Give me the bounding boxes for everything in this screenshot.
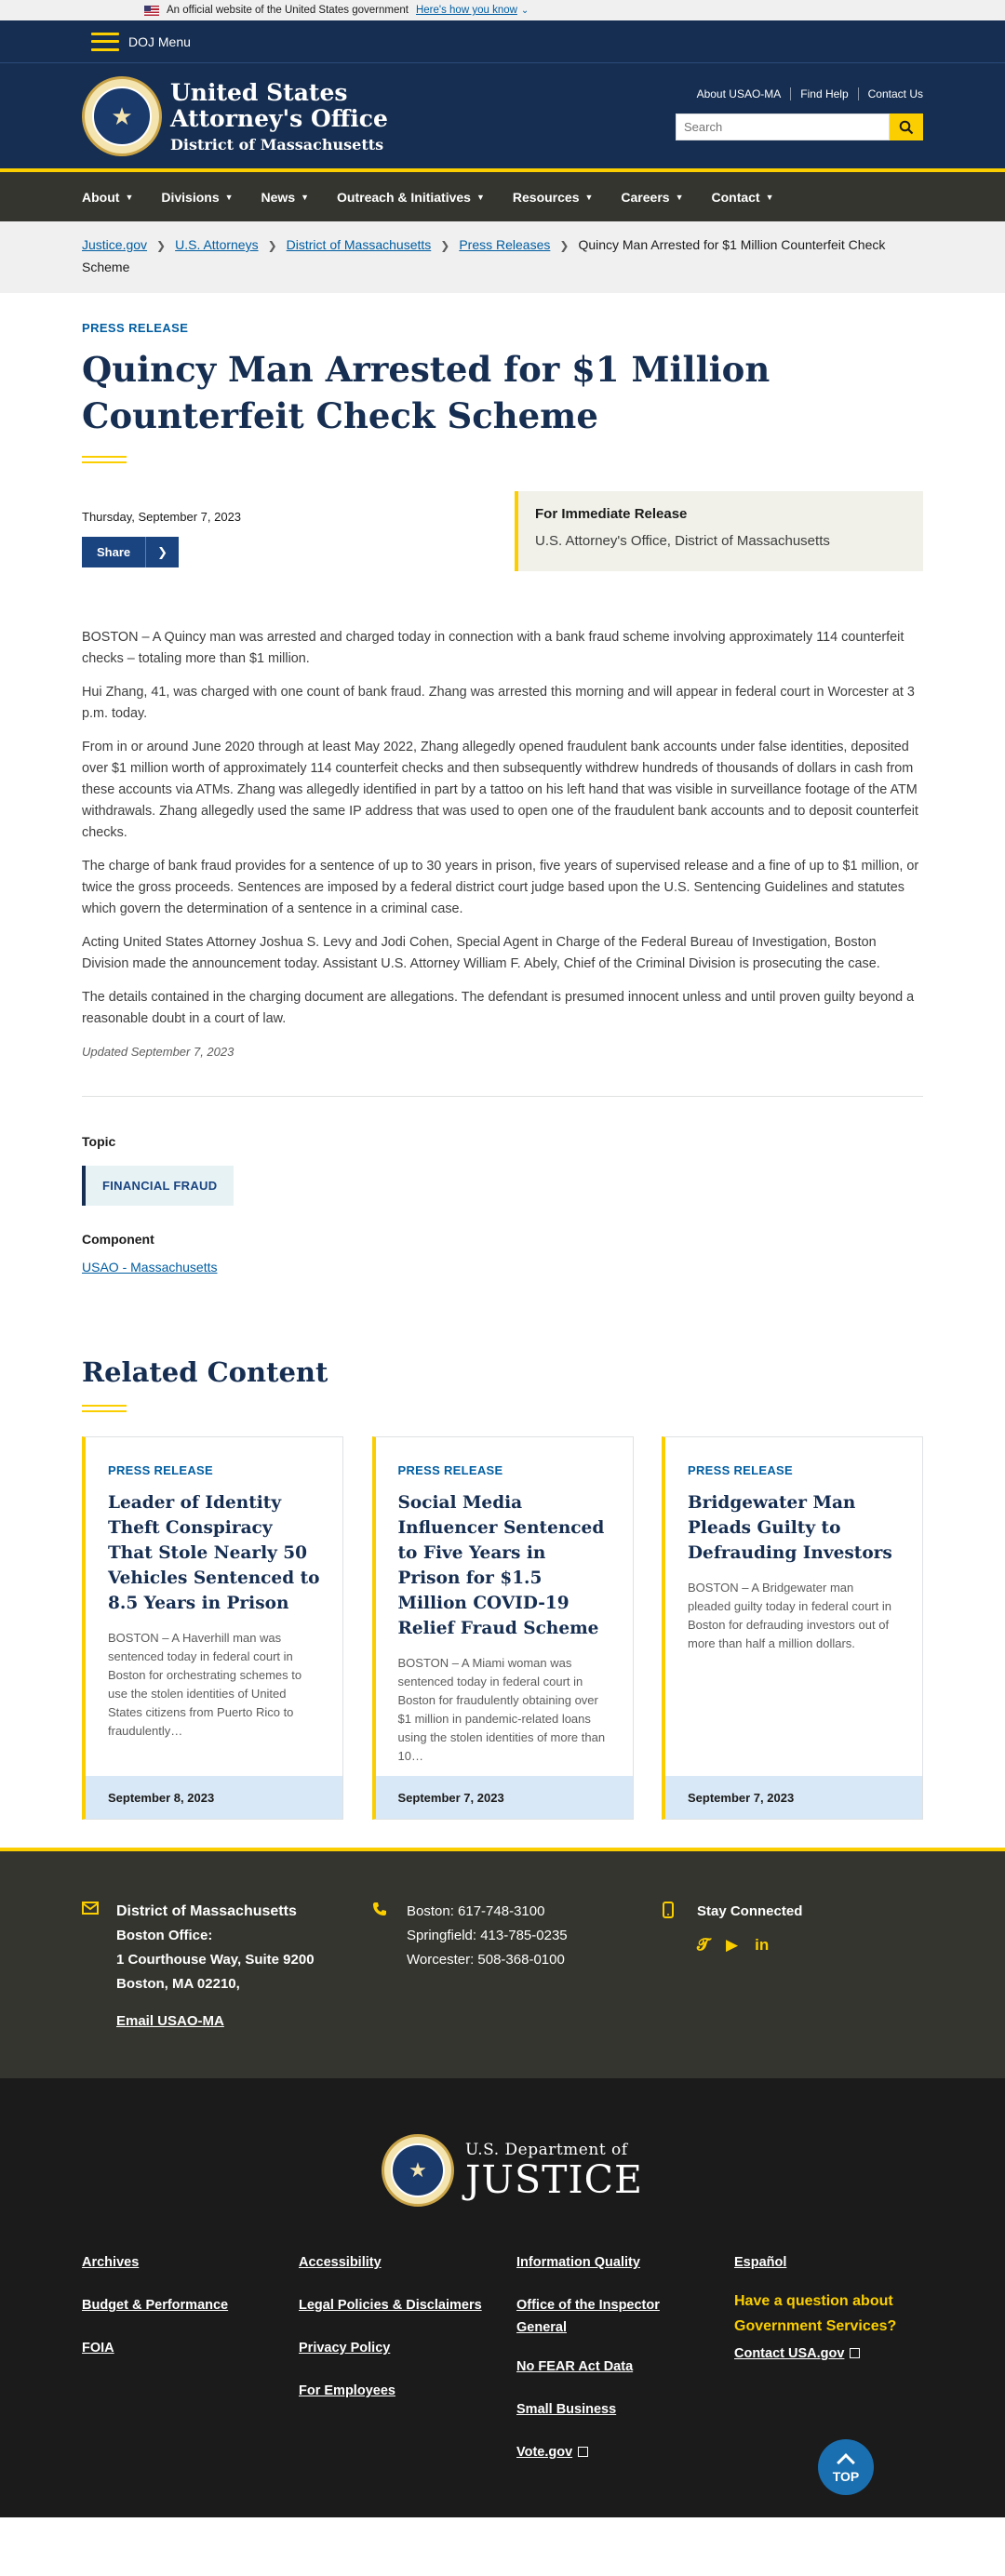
search-box xyxy=(676,113,923,140)
chevron-right-icon: ❯ xyxy=(145,537,179,567)
district-name: District of Massachusetts xyxy=(116,1903,297,1919)
body-paragraph: Hui Zhang, 41, was charged with one count of bank fraud. Zhang was arrested this morning and will appear in federal court in Worcester at 3 p.m. today. xyxy=(82,685,915,721)
release-info-box xyxy=(515,491,923,571)
doj-dept-line: U.S. Department of xyxy=(465,2141,628,2159)
main-nav xyxy=(0,172,1005,221)
chevron-down-icon: ▼ xyxy=(224,192,234,202)
footer-col-2 xyxy=(299,2251,513,2423)
usao-seal-logo[interactable]: ★ xyxy=(82,76,162,156)
social-block xyxy=(663,1900,923,1957)
article xyxy=(0,321,1005,1820)
press-release-eyebrow: PRESS RELEASE xyxy=(82,321,189,335)
footer-link-foia[interactable]: FOIA xyxy=(82,2341,114,2356)
card-summary: BOSTON – A Bridgewater man pleaded guilty today in federal court in Boston for defrauding investors out of more than half a million dollars. xyxy=(688,1581,891,1650)
topic-label: Topic xyxy=(82,1134,116,1149)
site-header xyxy=(0,62,1005,172)
phone-worcester[interactable]: Worcester: 508-368-0100 xyxy=(407,1952,565,1968)
related-card[interactable] xyxy=(372,1436,634,1820)
doj-seal: ★ xyxy=(382,2134,454,2207)
find-help-link[interactable]: Find Help xyxy=(790,87,857,100)
address-line1: 1 Courthouse Way, Suite 9200 xyxy=(116,1952,315,1968)
share-button[interactable] xyxy=(82,537,179,567)
breadcrumb-current: Quincy Man Arrested for $1 Million Counterfeit Check Scheme xyxy=(82,237,886,274)
footer-col-3 xyxy=(516,2251,703,2484)
nav-outreach[interactable]: Outreach & Initiatives ▼ xyxy=(337,189,485,205)
updated-date: Updated September 7, 2023 xyxy=(82,1045,234,1059)
page-title: Quincy Man Arrested for $1 Million Counterfeit Check Scheme xyxy=(82,349,770,436)
body-paragraph: BOSTON – A Quincy man was arrested and charged today in connection with a bank fraud scheme involving approximately 114 counterfeit checks – totaling more than $1 million. xyxy=(82,630,904,666)
office-title-line3: District of Massachusetts xyxy=(170,136,384,153)
us-flag-icon xyxy=(144,6,159,16)
related-content-heading: Related Content xyxy=(82,1356,328,1388)
related-card[interactable] xyxy=(662,1436,923,1820)
component-link[interactable]: USAO - Massachusetts xyxy=(82,1260,218,1275)
chevron-right-icon: ❯ xyxy=(440,239,450,252)
card-date: September 7, 2023 xyxy=(376,1776,633,1819)
doj-logo[interactable] xyxy=(382,2134,643,2207)
hamburger-icon[interactable] xyxy=(91,33,119,51)
nav-news[interactable]: News ▼ xyxy=(261,189,310,205)
gov-banner-text: An official website of the United States government xyxy=(167,5,409,16)
utility-links xyxy=(688,87,923,100)
breadcrumb-us-attorneys[interactable]: U.S. Attorneys xyxy=(175,237,259,252)
doj-justice-wordmark: JUSTICE xyxy=(465,2157,643,2202)
breadcrumb xyxy=(0,221,1005,293)
linkedin-icon[interactable]: in xyxy=(755,1936,770,1954)
chevron-down-icon: ▼ xyxy=(125,192,134,202)
doj-menu-bar xyxy=(0,20,1005,62)
nav-resources[interactable]: Resources ▼ xyxy=(512,189,594,205)
youtube-icon[interactable]: ▶ xyxy=(726,1936,739,1954)
address-block xyxy=(82,1900,361,2034)
nav-about[interactable]: About ▼ xyxy=(82,189,134,205)
meta-row xyxy=(82,491,923,571)
card-date: September 7, 2023 xyxy=(665,1776,922,1819)
breadcrumb-justice[interactable]: Justice.gov xyxy=(82,237,148,252)
gov-banner xyxy=(0,0,1005,20)
office-title-line1: United States xyxy=(170,79,348,106)
external-link-icon xyxy=(850,2348,860,2358)
share-label: Share xyxy=(97,545,131,559)
twitter-icon[interactable]: 𝓣 xyxy=(697,1936,710,1954)
chevron-right-icon: ❯ xyxy=(267,239,277,252)
card-eyebrow: PRESS RELEASE xyxy=(688,1463,793,1477)
chevron-down-icon: ▼ xyxy=(301,192,310,202)
phone-icon xyxy=(372,1902,387,1916)
search-button[interactable] xyxy=(890,113,923,140)
breadcrumb-press-releases[interactable]: Press Releases xyxy=(459,237,551,252)
gold-divider xyxy=(82,1405,127,1412)
search-input[interactable] xyxy=(676,113,890,140)
card-summary: BOSTON – A Haverhill man was sentenced today in federal court in Boston for orchestrating schemes to use the stolen identities of United States citizens from Puerto Rico to fraudulently… xyxy=(108,1631,302,1738)
footer-link-employees[interactable]: For Employees xyxy=(299,2383,395,2398)
related-card[interactable] xyxy=(82,1436,343,1820)
footer-col-4 xyxy=(734,2251,930,2385)
nav-careers[interactable]: Careers ▼ xyxy=(621,189,684,205)
release-office: U.S. Attorney's Office, District of Massachusetts xyxy=(535,533,830,549)
card-title[interactable]: Leader of Identity Theft Conspiracy That Stole Nearly 50 Vehicles Sentenced to 8.5 Years in Prison xyxy=(108,1493,320,1613)
footer-link-small-business[interactable]: Small Business xyxy=(516,2402,617,2417)
nav-contact[interactable]: Contact ▼ xyxy=(711,189,774,205)
article-body xyxy=(82,627,923,1030)
chevron-down-icon[interactable]: ⌄ xyxy=(520,5,529,16)
stay-connected: Stay Connected xyxy=(697,1903,803,1919)
body-paragraph: From in or around June 2020 through at least May 2022, Zhang allegedly opened fraudulent bank accounts under false identities, deposited over $1 million worth of approximately 114 counterfeit checks and then subsequently withdrew hundreds of thousands of dollars in cash from these accounts via ATMs. Zhang was allegedly identified in part by a tattoo on his left hand that was visible in surveillance footage of the ATM withdrawals. Zhang allegedly used the same IP address that was used to open one of the fraudulent bank accounts and to deposit counterfeit checks. xyxy=(82,740,918,840)
office-title-line2: Attorney's Office xyxy=(170,105,388,132)
phone-block xyxy=(372,1900,651,1972)
release-title: For Immediate Release xyxy=(535,506,688,522)
mobile-icon xyxy=(663,1902,674,1918)
chevron-down-icon: ▼ xyxy=(675,192,684,202)
footer-link-legal[interactable]: Legal Policies & Disclaimers xyxy=(299,2298,482,2313)
doj-menu-button[interactable]: DOJ Menu xyxy=(128,33,191,49)
external-link-icon xyxy=(578,2447,588,2457)
chevron-down-icon: ▼ xyxy=(584,192,594,202)
card-summary: BOSTON – A Miami woman was sentenced today in federal court in Boston for fraudulently obtaining over $1 million in pandemic-related loans using the stolen identities of more than 10… xyxy=(397,1656,606,1763)
divider xyxy=(82,1096,923,1097)
footer-link-no-fear[interactable]: No FEAR Act Data xyxy=(516,2359,634,2374)
footer-col-1 xyxy=(82,2251,296,2380)
chevron-right-icon: ❯ xyxy=(559,239,570,252)
office-label: Boston Office: xyxy=(116,1928,213,1943)
gov-services-question: Have a question about Government Services? xyxy=(734,2293,897,2334)
office-name[interactable] xyxy=(170,80,388,156)
card-date: September 8, 2023 xyxy=(86,1776,342,1819)
doj-footer xyxy=(0,2078,1005,2517)
component-label: Component xyxy=(82,1232,154,1247)
footer-link-inspector-general[interactable]: Office of the Inspector General xyxy=(516,2298,660,2335)
footer-link-privacy[interactable]: Privacy Policy xyxy=(299,2341,391,2356)
search-icon xyxy=(899,120,914,135)
footer-link-accessibility[interactable]: Accessibility xyxy=(299,2255,382,2270)
chevron-down-icon: ▼ xyxy=(765,192,774,202)
heres-how-you-know-link[interactable]: Here's how you know xyxy=(415,5,517,16)
chevron-right-icon: ❯ xyxy=(156,239,167,252)
body-paragraph: The charge of bank fraud provides for a sentence of up to 30 years in prison, five years of supervised release and a fine of up to $1 million, or twice the gross proceeds. Sentences are imposed by a federal district court judge based upon the U.S. Sentencing Guidelines and statutes which govern the determination of a sentence in a criminal case. xyxy=(82,859,919,916)
contact-usa-link[interactable]: Contact USA.gov xyxy=(734,2342,930,2365)
chevron-down-icon: ▼ xyxy=(476,192,485,202)
top-label: TOP xyxy=(832,2469,860,2484)
breadcrumb-district[interactable]: District of Massachusetts xyxy=(286,237,432,252)
email-link[interactable]: Email USAO-MA xyxy=(116,2013,224,2029)
address-line2: Boston, MA 02210, xyxy=(116,1976,240,1992)
card-eyebrow: PRESS RELEASE xyxy=(397,1463,503,1477)
nav-divisions[interactable]: Divisions ▼ xyxy=(161,189,234,205)
footer-link-vote[interactable]: Vote.gov xyxy=(516,2441,703,2463)
topic-tag[interactable]: FINANCIAL FRAUD xyxy=(82,1166,234,1206)
footer-link-budget[interactable]: Budget & Performance xyxy=(82,2298,229,2313)
gold-divider xyxy=(82,456,127,463)
card-eyebrow: PRESS RELEASE xyxy=(108,1463,213,1477)
contact-us-link[interactable]: Contact Us xyxy=(858,87,923,100)
footer-link-archives[interactable]: Archives xyxy=(82,2255,140,2270)
about-usao-link[interactable]: About USAO-MA xyxy=(696,87,782,100)
related-cards xyxy=(82,1436,923,1820)
body-paragraph: The details contained in the charging document are allegations. The defendant is presumed innocent unless and until proven guilty beyond a reasonable doubt in a court of law. xyxy=(82,990,915,1026)
envelope-icon xyxy=(82,1902,99,1915)
card-title[interactable]: Bridgewater Man Pleads Guilty to Defrauding Investors xyxy=(688,1493,892,1563)
release-date: Thursday, September 7, 2023 xyxy=(82,510,242,524)
phone-boston[interactable]: Boston: 617-748-3100 xyxy=(407,1903,545,1919)
body-paragraph: Acting United States Attorney Joshua S. Levy and Jodi Cohen, Special Agent in Charge of the Federal Bureau of Investigation, Boston Division made the announcement today. Assistant U.S. Attorney William F. Abely, Chief of the Criminal Division is prosecuting the case. xyxy=(82,935,880,971)
contact-footer xyxy=(0,1848,1005,2078)
phone-springfield[interactable]: Springfield: 413-785-0235 xyxy=(407,1928,568,1943)
card-title[interactable]: Social Media Influencer Sentenced to Five Years in Prison for $1.5 Million COVID-19 Relief Fraud Scheme xyxy=(397,1493,605,1638)
back-to-top-button[interactable] xyxy=(818,2439,874,2495)
footer-link-espanol[interactable]: Español xyxy=(734,2255,787,2270)
footer-link-info-quality[interactable]: Information Quality xyxy=(516,2255,640,2270)
